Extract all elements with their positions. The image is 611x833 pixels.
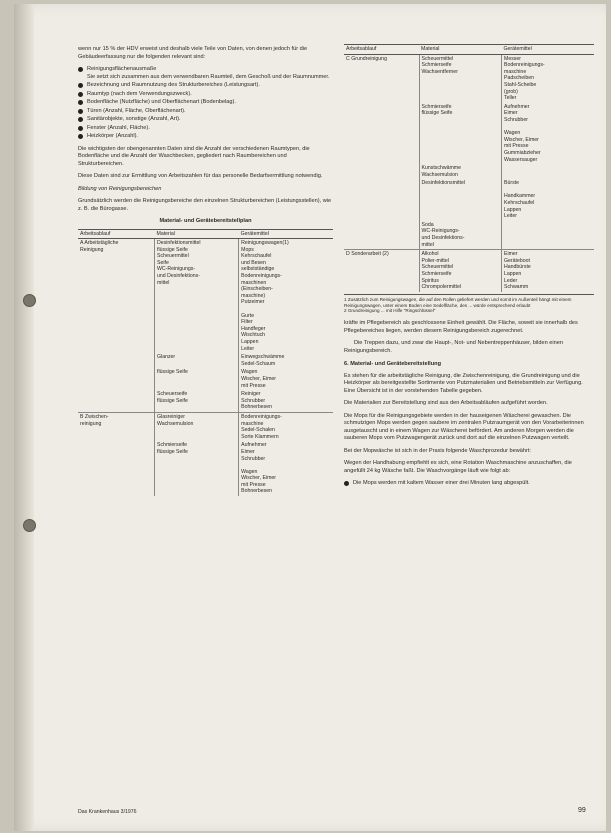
bullet-item: Türen (Anzahl, Fläche, Oberflächenart).	[78, 108, 333, 116]
material-table	[344, 44, 594, 292]
paragraph: Die Materialien zur Bereitstellung sind aus den Arbeitsabläufen aufgeführt worden.	[344, 400, 548, 407]
task-cell	[344, 103, 419, 164]
equipment-cell	[502, 221, 595, 250]
document-page	[14, 4, 606, 831]
material-cell: Schmierseife flüssige Seife	[419, 103, 502, 164]
material-cell: Desinfektionsmittel	[419, 179, 502, 221]
table-row	[78, 368, 333, 390]
material-cell: Soda WC-Reinigungs- und Desinfektions- mittel	[419, 221, 502, 250]
bullet-item: Reinigungsflächenausmaße Sie setzt sich zusammen aus dem verwendbaren Raumteil, dem Geschoß und der Raumnummer.	[78, 66, 333, 81]
material-cell: Desinfektionsmittel flüssige Seife Scheuermittel Seife WC-Reinigungs- und Desinfektions- mittel	[155, 239, 239, 354]
table-row	[78, 353, 333, 368]
equipment-cell: Aufnehmer Eimer Schrubber Wagen Wischer, Eimer mit Presse Bohnerbesen	[241, 442, 277, 495]
task-cell	[78, 390, 155, 412]
equipment-cell: Messer Bodenreinigungs- maschine Padscheiben Stahl-Scheibe (grob) Teller	[504, 55, 545, 102]
material-cell: flüssige Seife	[155, 368, 239, 390]
table-row	[344, 54, 594, 103]
paragraph: Die Treppen dazu, und zwar die Haupt-, Not- und Nebentreppenhäuser, bilden einen Reinigungsbereich.	[344, 340, 563, 354]
task-cell	[78, 368, 155, 390]
binder-hole	[23, 294, 36, 307]
task-cell: C Grundreinigung	[344, 54, 419, 103]
section-heading: 6. Material- und Gerätebereitstellung	[344, 361, 441, 368]
binding-spine	[14, 4, 34, 831]
paragraph: Grundsätzlich werden die Reinigungsbereiche den einzelnen Strukturbereichen (Leistungsstellen), wie z. B. die Bürogasse.	[78, 198, 332, 212]
table-header: Material	[155, 229, 239, 239]
binder-hole	[23, 519, 36, 532]
bullet-item: Sanitärobjekte, sonstige (Anzahl, Art).	[78, 116, 333, 124]
table-header: Gerätemittel	[239, 229, 333, 239]
material-cell: Glasreiniger Wachsemulsion	[155, 412, 239, 441]
table-header: Material	[419, 45, 502, 55]
bullet-item: Fenster (Anzahl, Fläche).	[78, 125, 333, 133]
task-cell	[344, 221, 419, 250]
equipment-cell: Bodenreinigungs- maschine Sedel-Schalen Sorte Klammern	[239, 412, 333, 441]
table-header: Arbeitsablauf	[78, 229, 155, 239]
page-number: 99	[578, 807, 586, 814]
table-row	[78, 412, 333, 441]
paragraph: Die wichtigsten der obengenannten Daten sind die Anzahl der verschiedenen Raumtypen, die Bodenfläche und die Anzahl der Waschbecken, gegliedert nach Raumbereichen und Strukturbereichen.	[78, 145, 310, 167]
task-cell: D Sonderarbeit (2)	[344, 250, 419, 292]
left-column	[78, 46, 333, 496]
equipment-cell: Eimer Geräteboot Handbürste Lappen Leder Schwamm	[502, 250, 595, 292]
equipment-cell	[502, 164, 595, 179]
footer-journal: Das Krankenhaus 3/1976	[78, 809, 137, 815]
material-table	[78, 229, 333, 497]
paragraph: Bei der Mopwäsche ist sich in der Praxis folgende Waschprozedur bewährt:	[344, 447, 531, 454]
table-row	[78, 390, 333, 412]
task-cell	[344, 164, 419, 179]
equipment-cell: Einwegschwämme Sedel-Schaum	[241, 354, 285, 367]
bullet-item: Raumtyp (nach dem Verwendungszweck).	[78, 91, 333, 99]
table-title: Material- und Gerätebereitstellplan	[159, 218, 252, 224]
task-cell: B Zwischen- reinigung	[78, 412, 155, 441]
equipment-cell: Reinigungswagen(1) Mops Kehrschaufel und Besen selbstständige Bodenreinigungs- maschinen (Einscheiben- maschine) Putzeimer Gurte Filter Handfeger Wischtuch Lappen Leiter	[241, 240, 289, 352]
paragraph: Es stehen für die arbeitstägliche Reinigung, die Zwischenreinigung, die Grundreinigung und die Heizkörper als bereitgestellte Sortimente von Putzmaterialien und Betriebsmitteln zur Verfügung. Eine Übersicht ist in der vorstehenden Tabelle gegeben.	[344, 372, 583, 394]
table-row	[344, 164, 594, 179]
equipment-cell: Wagen Wischer, Eimer mit Presse	[241, 369, 277, 389]
material-cell: Scheuermittel Schmierseife Wachsentferner	[419, 54, 502, 103]
equipment-cell: Reiniger Schrubber Bohnerbesen	[241, 391, 273, 411]
material-cell: Scheuerseife flüssige Seife	[155, 390, 239, 412]
intro-text: wenn nur 15 % der HDV erweist und deshalb viele Teile von Daten, von denen jedoch für die Gebäudeerfassung nur die folgenden relevant sind:	[78, 46, 308, 60]
task-cell	[78, 353, 155, 368]
table-header: Arbeitsablauf	[344, 45, 419, 55]
material-cell: Kunstschwämme Wachsemulsion	[419, 164, 502, 179]
paragraph: Wegen der Handhabung empfiehlt es sich, eine Rotation Waschmaschine anzuschaffen, die angefüllt 24 kg Wäsche faßt. Die Waschvorgänge läuft wie folgt ab:	[344, 460, 572, 474]
bullet-item: Heizkörper (Anzahl).	[78, 133, 333, 141]
procedure-list	[344, 480, 594, 488]
task-cell	[344, 179, 419, 221]
paragraph: kräfte im Pflegebereich als geschlossene Einheit gewählt. Die Fläche, soweit sie innerhalb des Pflegebereiches liegen, werden diesem Reinigungsbereich zugerechnet.	[344, 320, 578, 334]
table-row	[344, 221, 594, 250]
equipment-cell: Aufnehmer Eimer Schrubber Wagen Wischer, Eimer mit Presse Gummiabzieher Wassersauger	[504, 103, 541, 163]
bullet-item: Bodenfläche (Nutzfläche) und Oberflächenart (Bodenbelag).	[78, 99, 333, 107]
paragraph: Die Mops für die Reinigungsgebiete werden in der hauseigenen Wäscherei gewaschen. Die schmutzigen Mops werden gegen saubere im zentralen Putzraumgerät von den Vorarbeiterinnen ausgetauscht und in einem Wagen zur Wäscherei befördert. Am anderen Morgen werden die sauberen Mops vom Putzwagengerät zurück und dort auf die einzelnen Putzwagen verteilt.	[344, 412, 584, 442]
table-row	[78, 239, 333, 354]
table-row	[344, 103, 594, 164]
table-row	[344, 250, 594, 292]
task-cell: A Arbeitstägliche Reinigung	[78, 239, 155, 354]
table-row	[344, 179, 594, 221]
table-footnotes: 1 Zusätzlich zum Reinigungswagen, die auf den Rollen geliefert werden und somit im Außenteil hängt mit einem Reinigungswagen, unter einem Boden eine Sedelfläche, des ... würde entsprechend erlaubt 2 Grundreinigung ... mit Hilfe "Ringschlüssel"	[344, 294, 594, 314]
task-cell	[78, 441, 155, 496]
bullet-item: Bezeichnung und Raumnutzung des Strukturbereiches (Leistungsart).	[78, 82, 333, 90]
material-cell: Alkohol Polier-mittel Scheuermittel Schmierseife Spiritus Chrompolermittel	[419, 250, 502, 292]
equipment-cell: Bürste Handkammer Kehrschaufel Lappen Leiter	[504, 180, 536, 220]
table-row	[78, 441, 333, 496]
table-body	[344, 54, 594, 292]
material-cell: Schmierseife flüssige Seife	[155, 441, 239, 496]
table-body	[78, 239, 333, 496]
bullet-item: Die Mops werden mit kaltem Wasser einer drei Minuten lang abgespült.	[344, 480, 594, 488]
data-bullet-list	[78, 66, 333, 141]
paragraph: Diese Daten sind zur Ermittlung von Arbeitszahlen für das personelle Bedarfsermittlung notwendig.	[78, 173, 323, 179]
material-cell: Glanzer	[155, 353, 239, 368]
italic-heading: Bildung von Reinigungsbereichen	[78, 185, 162, 192]
table-header: Gerätemittel	[502, 45, 595, 55]
right-column	[344, 44, 594, 493]
